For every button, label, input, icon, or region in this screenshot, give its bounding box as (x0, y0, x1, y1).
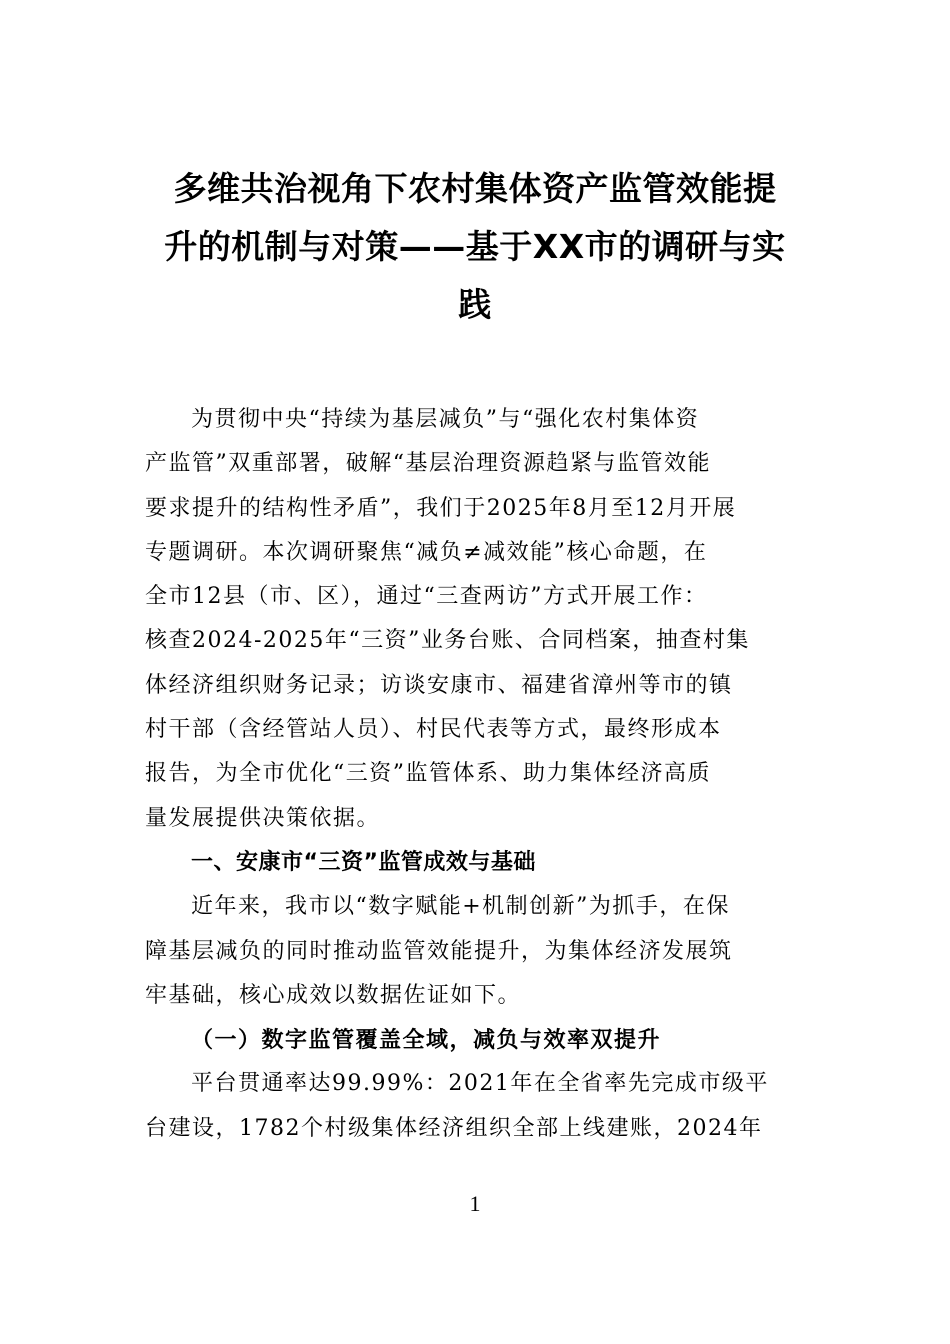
title-line: 践 (458, 285, 492, 324)
title-line: 升的机制与对策——基于XX市的调研与实 (164, 227, 786, 266)
paragraph-line: 核查2024-2025年“三资”业务台账、合同档案，抽查村集 (145, 628, 750, 654)
document-body (145, 398, 810, 1151)
paragraph-line: 为贯彻中央“持续为基层减负”与“强化农村集体资 (191, 407, 700, 432)
paragraph-line: 障基层减负的同时推动监管效能提升，为集体经济发展筑 (145, 938, 733, 964)
paragraph-line: 村干部（含经管站人员）、村民代表等方式，最终形成本 (145, 717, 722, 743)
title-line: 多维共治视角下农村集体资产监管效能提 (173, 169, 777, 208)
section-heading-2: （一）数字监管覆盖全域，减负与效率双提升 (191, 1027, 662, 1054)
paragraph-line: 要求提升的结构性矛盾”，我们于2025年8月至12月开展 (145, 495, 737, 521)
paragraph-line: 体经济组织财务记录；访谈安康市、福建省漳州等市的镇 (145, 672, 733, 698)
paragraph-line: 台建设，1782个村级集体经济组织全部上线建账，2024年 (145, 1115, 763, 1141)
page-number: 1 (469, 1191, 481, 1216)
section-heading-1: 一、安康市“三资”监管成效与基础 (191, 849, 536, 875)
paragraph-line: 近年来，我市以“数字赋能+机制创新”为抓手，在保 (191, 894, 730, 920)
document-title (140, 160, 810, 334)
paragraph-line: 产监管”双重部署，破解“基层治理资源趋紧与监管效能 (145, 451, 711, 477)
paragraph-line: 全市12县（市、区），通过“三查两访”方式开展工作： (145, 584, 708, 610)
paragraph-line: 平台贯通率达99.99%：2021年在全省率先完成市级平 (191, 1071, 769, 1097)
paragraph-line: 牢基础，核心成效以数据佐证如下。 (145, 982, 522, 1008)
paragraph-line: 报告，为全市优化“三资”监管体系、助力集体经济高质 (145, 761, 711, 787)
paragraph-line: 专题调研。本次调研聚焦“减负≠减效能”核心命题，在 (145, 539, 708, 565)
paragraph-line: 量发展提供决策依据。 (145, 805, 381, 831)
